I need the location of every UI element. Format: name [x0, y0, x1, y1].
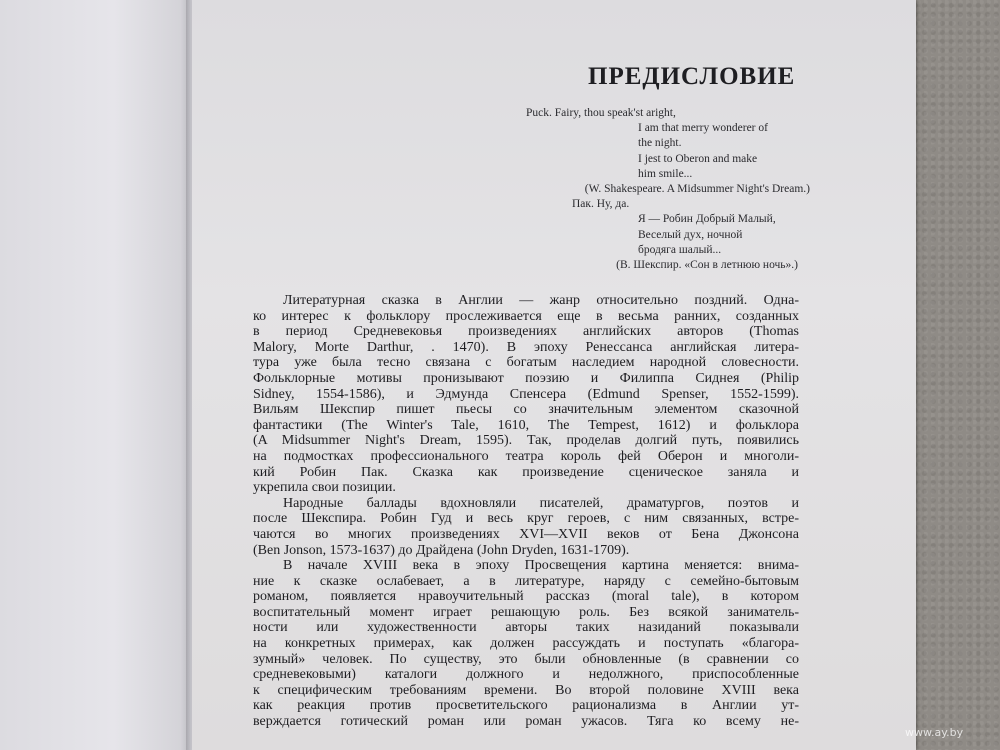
text-line: ко интерес к фольклору прослеживается еще в весьма ранних, созданных: [253, 308, 799, 324]
text-line: воспитательный момент играет решающую роль. Без всякой заниматель-: [253, 604, 799, 620]
body-text: [253, 293, 799, 730]
text-line: В начале XVIII века в эпоху Просвещения картина меняется: внима-: [283, 558, 799, 574]
text-line: Фольклорные мотивы пронизывают поэзию и Филиппа Сиднея (Philip: [253, 370, 799, 386]
text-line: чаются во многих произведениях XVI—XVII веков от Бена Джонсона: [253, 526, 799, 542]
epigraph-en-line: Puck. Fairy, thou speak'st aright,: [526, 107, 676, 119]
text-line: (Ben Jonson, 1573-1637) до Драйдена (John Dryden, 1631-1709).: [253, 542, 630, 558]
epigraph-en-line: the night.: [638, 137, 682, 150]
text-line: фантастики (The Winter's Tale, 1610, The Tempest, 1612) и фольклора: [253, 417, 799, 433]
text-line: романом, появляется нравоучительный рассказ (moral tale), в котором: [253, 589, 799, 605]
text-line: как реакция против просветительского рационализма в Англии ут-: [253, 698, 799, 714]
epigraph-ru-source: (В. Шекспир. «Сон в летнюю ночь».): [616, 259, 798, 272]
epigraph-en-line: I jest to Oberon and make: [638, 152, 758, 165]
text-line: Sidney, 1554-1586), и Эдмунда Спенсера (Edmund Spenser, 1552-1599).: [253, 386, 799, 402]
text-line: в период Средневековья произведениях английских авторов (Thomas: [253, 324, 799, 340]
epigraph-ru-line: бродяга шалый...: [638, 243, 722, 256]
text-line: укрепила свои позиции.: [253, 480, 396, 496]
text-line: тура уже была тесно связана с богатым наследием народной словесности.: [253, 355, 799, 371]
epigraph: [520, 106, 816, 273]
text-line: кий Робин Пак. Сказка как произведение сценическое заняла и: [253, 464, 799, 480]
text-line: к специфическим требованиям времени. Во второй половине XVIII века: [253, 682, 799, 698]
text-line: Народные баллады вдохновляли писателей, драматургов, поэтов и: [283, 495, 799, 511]
text-line: зумный» человек. По существу, это были обновленные (в сравнении со: [253, 651, 799, 667]
epigraph-en-source: (W. Shakespeare. A Midsummer Night's Dream.): [584, 183, 810, 196]
text-line: на конкретных примерах, как должен рассуждать и поступать «благора-: [253, 636, 799, 652]
epigraph-ru-line: Веселый дух, ночной: [638, 228, 743, 241]
text-line: на подмостках профессионального театра король фей Оберон и многоли-: [253, 448, 799, 464]
epigraph-ru-line: Пак. Ну, да.: [572, 198, 630, 211]
text-line: Malory, Morte Darthur, . 1470). В эпоху Ренессанса английская литера-: [253, 339, 799, 355]
epigraph-en-line: him smile...: [638, 167, 693, 180]
text-line: Литературная сказка в Англии — жанр относительно поздний. Одна-: [283, 293, 799, 308]
text-line: (A Midsummer Night's Dream, 1595). Так, проделав долгий путь, появились: [253, 433, 799, 449]
text-line: верждается готический роман или роман ужасов. Тяга ко всему не-: [253, 714, 799, 730]
page-title: ПРЕДИСЛОВИЕ: [588, 63, 796, 90]
text-line: Вильям Шекспир пишет пьесы со значительным элементом сказочной: [253, 402, 799, 418]
text-line: ности или художественности авторы таких назиданий показывали: [253, 620, 799, 636]
text-line: средневековыми) каталоги должного и недолжного, приспособленные: [253, 667, 799, 683]
epigraph-ru-line: Я — Робин Добрый Малый,: [638, 213, 776, 226]
text-line: после Шекспира. Робин Гуд и весь круг героев, с ним связанных, встре-: [253, 511, 799, 527]
epigraph-en-line: I am that merry wonderer of: [638, 122, 768, 135]
text-line: ние к сказке ослабевает, а в литературе, наряду с семейно-бытовым: [253, 573, 799, 589]
left-page: [0, 0, 190, 750]
watermark-text: www.ay.by: [905, 726, 964, 739]
